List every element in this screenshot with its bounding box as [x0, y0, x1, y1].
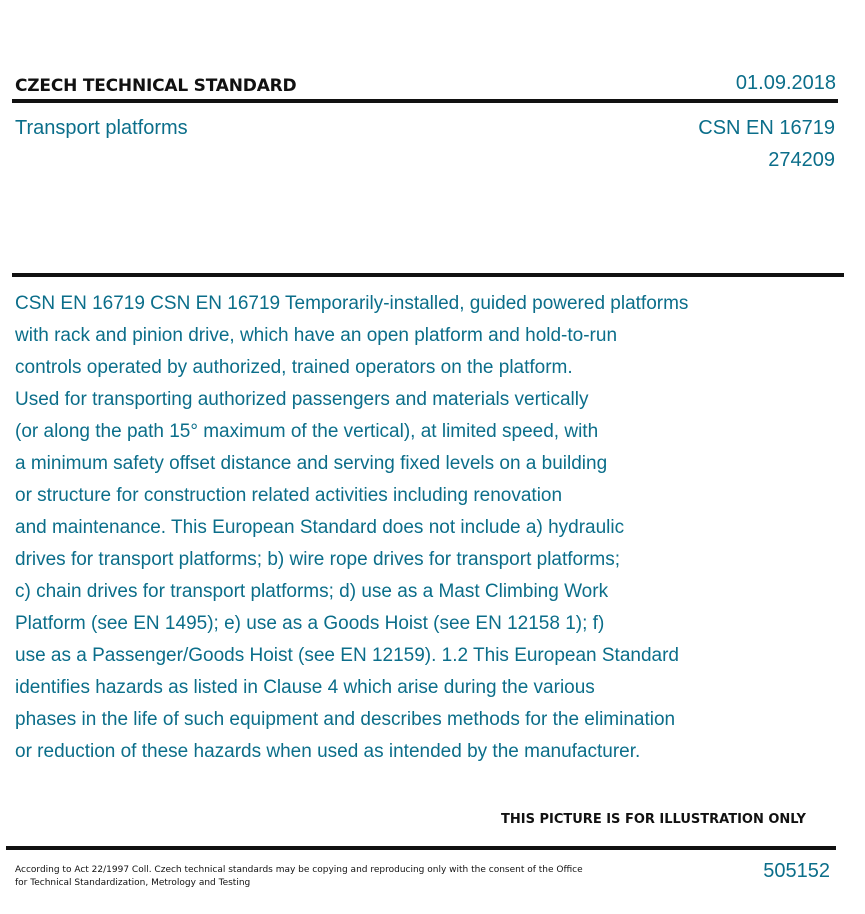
standard-subject: Transport platforms — [15, 117, 188, 139]
standard-number: CSN EN 16719 — [698, 117, 835, 139]
legal-notice: According to Act 22/1997 Coll. Czech technical standards may be copying and reproducing only with the consent of the Office for Technical Standardization, Metrology and Testing — [15, 865, 583, 888]
illustration-notice: THIS PICTURE IS FOR ILLUSTRATION ONLY — [501, 812, 806, 827]
publication-date: 01.09.2018 — [735, 72, 836, 94]
header-divider — [12, 99, 838, 103]
document-type-heading: CZECH TECHNICAL STANDARD — [15, 76, 297, 96]
classification-code: 274209 — [768, 149, 835, 171]
abstract-text: CSN EN 16719 CSN EN 16719 Temporarily-installed, guided powered platforms with rack and pinion drive, which have an open platform and hold-to-run controls operated by authorized, trained operators on the platform. Used for transporting authorized passengers and materials vertically (or along the path 15° maximum of the vertical), at limited speed, with a minimum safety offset distance and serving fixed levels on a building or structure for construction related activities including renovation and maintenance. This European Standard does not include a) hydraulic drives for transport platforms; b) wire rope drives for transport platforms; c) chain drives for transport platforms; d) use as a Mast Climbing Work Platform (see EN 1495); e) use as a Goods Hoist (see EN 12158 1); f) use as a Passenger/Goods Hoist (see EN 12159). 1.2 This European Standard identifies hazards as listed in Clause 4 which arise during the various phases in the life of such equipment and describes methods for the elimination or reduction of these hazards when used as intended by the manufacturer. — [15, 293, 689, 762]
footer-divider — [6, 846, 836, 850]
document-id: 505152 — [763, 860, 830, 882]
section-divider — [12, 273, 844, 277]
